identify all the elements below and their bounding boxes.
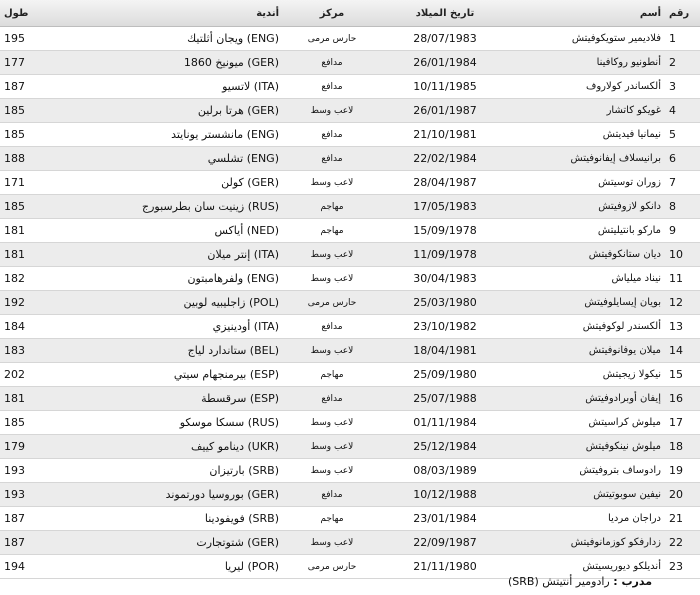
table-row: [0, 435, 700, 459]
player-club: ميونيخ 1860 (GER): [60, 51, 283, 75]
player-position: حارس مرمى: [283, 555, 381, 579]
player-number: 7: [665, 171, 700, 195]
player-position: مهاجم: [283, 195, 381, 219]
player-dob: 18/04/1981: [381, 339, 509, 363]
player-height: 195: [0, 27, 60, 51]
player-club: سرقسطة (ESP): [60, 387, 283, 411]
player-name: ميلوش كراسيتش: [509, 411, 665, 435]
table-row: [0, 195, 700, 219]
player-dob: 25/07/1988: [381, 387, 509, 411]
player-position: مهاجم: [283, 363, 381, 387]
player-name: نيفين سوبوتيتش: [509, 483, 665, 507]
player-club: زاجليبيه لوبين (POL): [60, 291, 283, 315]
player-name: نيناد ميلياش: [509, 267, 665, 291]
player-dob: 21/11/1980: [381, 555, 509, 579]
player-club: مانشستر يونايتد (ENG): [60, 123, 283, 147]
table-row: [0, 243, 700, 267]
player-club: شتوتجارت (GER): [60, 531, 283, 555]
player-club: ليريا (POR): [60, 555, 283, 579]
player-position: لاعب وسط: [283, 171, 381, 195]
player-number: 19: [665, 459, 700, 483]
coach-line: [508, 575, 652, 588]
player-dob: 23/10/1982: [381, 315, 509, 339]
player-number: 6: [665, 147, 700, 171]
header-height[interactable]: طول: [0, 0, 60, 27]
header-club[interactable]: أندية: [60, 0, 283, 27]
player-name: أنطونيو روكافينا: [509, 51, 665, 75]
player-position: مهاجم: [283, 219, 381, 243]
player-name: بويان إيسايلوفيتش: [509, 291, 665, 315]
player-position: مدافع: [283, 123, 381, 147]
player-dob: 21/10/1981: [381, 123, 509, 147]
player-dob: 22/02/1984: [381, 147, 509, 171]
player-dob: 26/01/1987: [381, 99, 509, 123]
player-club: هرتا برلين (GER): [60, 99, 283, 123]
player-number: 1: [665, 27, 700, 51]
player-height: 194: [0, 555, 60, 579]
table-row: [0, 123, 700, 147]
table-row: [0, 315, 700, 339]
player-name: ميلان يوفانوفيتش: [509, 339, 665, 363]
header-position[interactable]: مركز: [283, 0, 381, 27]
player-position: لاعب وسط: [283, 267, 381, 291]
player-position: مدافع: [283, 51, 381, 75]
player-club: كولن (GER): [60, 171, 283, 195]
player-number: 13: [665, 315, 700, 339]
player-number: 16: [665, 387, 700, 411]
player-height: 181: [0, 387, 60, 411]
player-name: دانكو لازوفيتش: [509, 195, 665, 219]
player-club: سسكا موسكو (RUS): [60, 411, 283, 435]
player-dob: 28/07/1983: [381, 27, 509, 51]
player-height: 185: [0, 195, 60, 219]
player-position: مدافع: [283, 315, 381, 339]
table-row: [0, 387, 700, 411]
table-row: [0, 99, 700, 123]
player-name: رادوساف بتروفيتش: [509, 459, 665, 483]
player-name: غويكو كاتشار: [509, 99, 665, 123]
player-name: نيكولا زيجيتش: [509, 363, 665, 387]
table-row: [0, 483, 700, 507]
player-dob: 11/09/1978: [381, 243, 509, 267]
table-row: [0, 51, 700, 75]
player-club: لاتسيو (ITA): [60, 75, 283, 99]
player-number: 15: [665, 363, 700, 387]
player-number: 3: [665, 75, 700, 99]
table-row: [0, 267, 700, 291]
player-dob: 10/12/1988: [381, 483, 509, 507]
player-position: لاعب وسط: [283, 435, 381, 459]
player-club: تشلسي (ENG): [60, 147, 283, 171]
player-club: بوروسيا دورتموند (GER): [60, 483, 283, 507]
player-height: 202: [0, 363, 60, 387]
header-name[interactable]: أسم: [509, 0, 665, 27]
player-height: 188: [0, 147, 60, 171]
player-number: 2: [665, 51, 700, 75]
player-name: ماركو بانتيليتش: [509, 219, 665, 243]
player-position: لاعب وسط: [283, 243, 381, 267]
player-dob: 30/04/1983: [381, 267, 509, 291]
player-height: 177: [0, 51, 60, 75]
player-club: دينامو كييف (UKR): [60, 435, 283, 459]
player-number: 17: [665, 411, 700, 435]
player-name: أنديلكو ديوريسيتش: [509, 555, 665, 579]
player-name: إيفان أوبرادوفيتش: [509, 387, 665, 411]
player-position: لاعب وسط: [283, 411, 381, 435]
player-height: 182: [0, 267, 60, 291]
player-height: 185: [0, 411, 60, 435]
player-number: 18: [665, 435, 700, 459]
table-row: [0, 291, 700, 315]
table-body: [0, 27, 700, 579]
player-number: 10: [665, 243, 700, 267]
player-height: 184: [0, 315, 60, 339]
player-dob: 15/09/1978: [381, 219, 509, 243]
player-number: 14: [665, 339, 700, 363]
player-dob: 25/09/1980: [381, 363, 509, 387]
player-name: دراجان مرديا: [509, 507, 665, 531]
player-height: 193: [0, 483, 60, 507]
player-position: مدافع: [283, 147, 381, 171]
table-row: [0, 27, 700, 51]
player-position: لاعب وسط: [283, 531, 381, 555]
table-row: [0, 219, 700, 243]
player-position: لاعب وسط: [283, 459, 381, 483]
player-dob: 28/04/1987: [381, 171, 509, 195]
table-row: [0, 363, 700, 387]
player-club: فويفودينا (SRB): [60, 507, 283, 531]
player-height: 181: [0, 219, 60, 243]
player-number: 8: [665, 195, 700, 219]
table-row: [0, 339, 700, 363]
player-number: 20: [665, 483, 700, 507]
player-club: ستاندارد لياج (BEL): [60, 339, 283, 363]
player-height: 193: [0, 459, 60, 483]
player-position: مدافع: [283, 75, 381, 99]
table-row: [0, 147, 700, 171]
player-club: بارتيزان (SRB): [60, 459, 283, 483]
header-dob[interactable]: تاريخ الميلاد: [381, 0, 509, 27]
player-name: زوران توسيتش: [509, 171, 665, 195]
player-dob: 01/11/1984: [381, 411, 509, 435]
player-number: 12: [665, 291, 700, 315]
player-position: حارس مرمى: [283, 27, 381, 51]
table-row: [0, 531, 700, 555]
player-club: أياكس (NED): [60, 219, 283, 243]
player-dob: 17/05/1983: [381, 195, 509, 219]
table-row: [0, 411, 700, 435]
player-height: 187: [0, 75, 60, 99]
player-name: زدارفكو كوزمانوفيتش: [509, 531, 665, 555]
table-row: [0, 75, 700, 99]
player-name: برانيسلاف إيفانوفيتش: [509, 147, 665, 171]
player-dob: 26/01/1984: [381, 51, 509, 75]
player-name: ألكساندر كولاروف: [509, 75, 665, 99]
player-number: 11: [665, 267, 700, 291]
player-position: حارس مرمى: [283, 291, 381, 315]
player-dob: 25/03/1980: [381, 291, 509, 315]
player-club: بيرمنجهام سيتي (ESP): [60, 363, 283, 387]
player-height: 185: [0, 99, 60, 123]
table-row: [0, 459, 700, 483]
player-club: ويجان أثلتيك (ENG): [60, 27, 283, 51]
player-height: 183: [0, 339, 60, 363]
coach-label: مدرب :: [613, 575, 652, 588]
player-name: فلاديمير ستويكوفيتش: [509, 27, 665, 51]
player-dob: 22/09/1987: [381, 531, 509, 555]
player-name: ألكسندر لوكوفيتش: [509, 315, 665, 339]
player-club: أودينيزي (ITA): [60, 315, 283, 339]
player-height: 185: [0, 123, 60, 147]
player-name: ميلوش نينكوفيتش: [509, 435, 665, 459]
player-position: لاعب وسط: [283, 339, 381, 363]
player-number: 4: [665, 99, 700, 123]
player-number: 9: [665, 219, 700, 243]
player-dob: 08/03/1989: [381, 459, 509, 483]
table-header-row: [0, 0, 700, 27]
player-position: مدافع: [283, 387, 381, 411]
player-height: 179: [0, 435, 60, 459]
player-height: 181: [0, 243, 60, 267]
player-height: 192: [0, 291, 60, 315]
player-club: زينيت سان بطرسبورج (RUS): [60, 195, 283, 219]
player-position: مهاجم: [283, 507, 381, 531]
player-height: 187: [0, 507, 60, 531]
player-height: 171: [0, 171, 60, 195]
player-name: نيمانيا فيديتش: [509, 123, 665, 147]
player-name: ديان ستانكوفيتش: [509, 243, 665, 267]
player-position: لاعب وسط: [283, 99, 381, 123]
table-row: [0, 171, 700, 195]
player-number: 5: [665, 123, 700, 147]
header-number[interactable]: رقم: [665, 0, 700, 27]
table-row: [0, 507, 700, 531]
player-dob: 25/12/1984: [381, 435, 509, 459]
player-club: ولفرهامبتون (ENG): [60, 267, 283, 291]
player-dob: 10/11/1985: [381, 75, 509, 99]
player-number: 23: [665, 555, 700, 579]
player-position: مدافع: [283, 483, 381, 507]
coach-name: رادومير أنتيتش (SRB): [508, 575, 610, 588]
player-dob: 23/01/1984: [381, 507, 509, 531]
player-club: إنتر ميلان (ITA): [60, 243, 283, 267]
player-height: 187: [0, 531, 60, 555]
player-number: 22: [665, 531, 700, 555]
player-number: 21: [665, 507, 700, 531]
